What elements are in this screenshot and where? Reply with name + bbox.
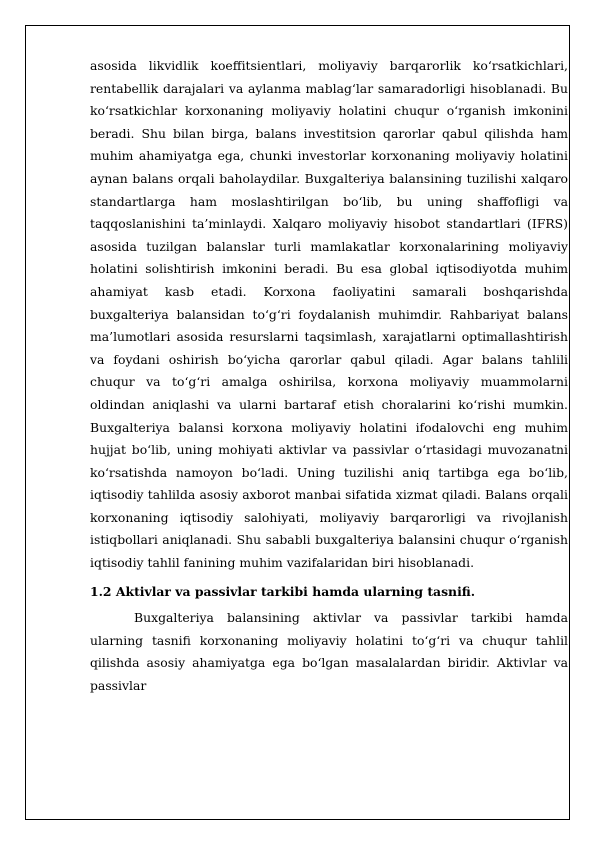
document-body: [90, 55, 568, 698]
body-paragraph: Buxgalteriya balansining aktivlar va passivlar tarkibi hamda ularning tasnifi korxonaning moliyaviy holatini to‘g‘ri va chuqur tahlil qilishda asosiy ahamiyatga ega bo‘lgan masalalardan biridir. Aktivlar va passivlar: [90, 610, 568, 694]
body-paragraph: asosida likvidlik koeffitsientlari, moliyaviy barqarorlik ko‘rsatkichlari, rentabellik darajalari va aylanma mablag‘lar samaradorligi hisoblanadi. Bu ko‘rsatkichlar korxonaning moliyaviy holatini chuqur o‘rganish imkonini beradi. Shu bilan birga, balans investitsion qarorlar qabul qilishda ham muhim ahamiyatga ega, chunki investorlar korxonaning moliyaviy holatini aynan balans orqali baholaydilar. Buxgalteriya balansining tuzilishi xalqaro standartlarga ham moslashtirilgan bo‘lib, bu uning shaffofligi va taqqoslanishini ta’minlaydi. Xalqaro moliyaviy hisobot standartlari (IFRS) asosida tuzilgan balanslar turli mamlakatlar korxonalarining moliyaviy holatini solishtirish imkonini beradi. Bu esa global iqtisodiyotda muhim ahamiyat kasb etadi. Korxona faoliyatini samarali boshqarishda buxgalteriya balansidan to‘g‘ri foydalanish muhimdir. Rahbariyat balans ma’lumotlari asosida resurslarni taqsimlash, xarajatlarni optimallashtirish va foydani oshirish bo‘yicha qarorlar qabul qiladi. Agar balans tahlili chuqur va to‘g‘ri amalga oshirilsa, korxona moliyaviy muammolarni oldindan aniqlashi va ularni bartaraf etish choralarini ko‘rishi mumkin. Buxgalteriya balansi korxona moliyaviy holatini ifodalovchi eng muhim hujjat bo‘lib, uning mohiyati aktivlar va passivlar o‘rtasidagi muvozanatni ko‘rsatishda namoyon bo‘ladi. Uning tuzilishi aniq tartibga ega bo‘lib, iqtisodiy tahlilda asosiy axborot manbai sifatida xizmat qiladi. Balans orqali korxonaning iqtisodiy salohiyati, moliyaviy barqarorligi va rivojlanish istiqbollari aniqlanadi. Shu sababli buxgalteriya balansini chuqur o‘rganish iqtisodiy tahlil fanining muhim vazifalaridan biri hisoblanadi.: [90, 58, 568, 571]
section-heading: 1.2 Aktivlar va passivlar tarkibi hamda ularning tasnifi.: [90, 583, 476, 599]
